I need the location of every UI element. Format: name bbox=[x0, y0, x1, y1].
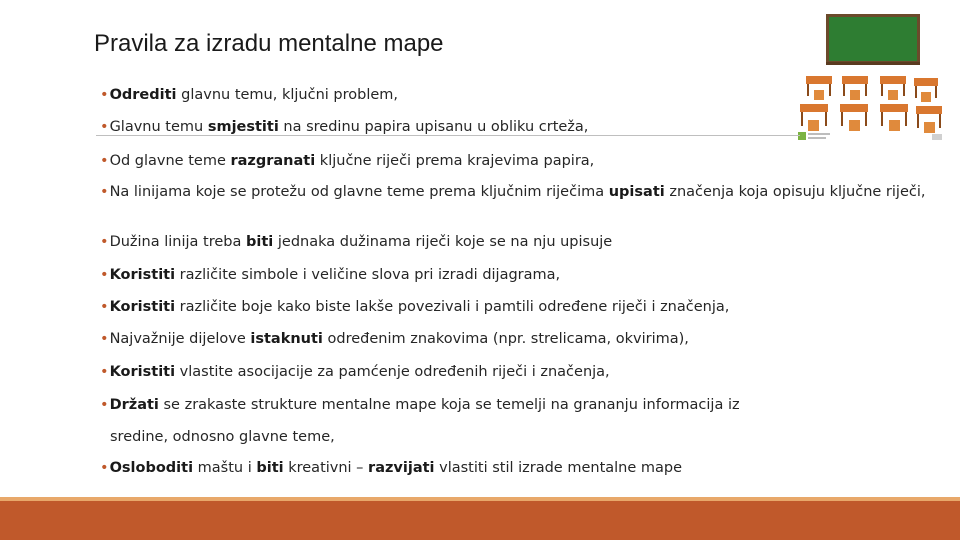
bullet-text: različite simbole i veličine slova pri izradi dijagrama, bbox=[175, 267, 561, 283]
bullet-text: na sredinu papira upisanu u obliku crteža, bbox=[278, 119, 589, 135]
bullet-dot-icon: • bbox=[100, 460, 109, 476]
bullet-keyword: Držati bbox=[109, 397, 159, 413]
bullet-text: vlastite asocijacije za pamćenje određenih riječi i značenja, bbox=[175, 364, 610, 380]
bullet-keyword: razvijati bbox=[368, 460, 435, 476]
bullet-item bbox=[100, 86, 398, 105]
bullet-text: određenim znakovima (npr. strelicama, okvirima), bbox=[322, 331, 689, 347]
bullet-item bbox=[100, 363, 610, 382]
bullet-keyword: Osloboditi bbox=[109, 460, 194, 476]
bullet-dot-icon: • bbox=[100, 299, 109, 315]
slide-title: Pravila za izradu mentalne mape bbox=[94, 30, 444, 57]
bullet-item bbox=[100, 396, 740, 415]
bullet-dot-icon: • bbox=[100, 267, 109, 283]
bullet-dot-icon: • bbox=[100, 119, 109, 135]
bullet-text: se zrakaste strukture mentalne mape koja se temelji na grananju informacija iz bbox=[158, 397, 740, 413]
classroom-illustration bbox=[792, 8, 946, 144]
bullet-continuation: sredine, odnosno glavne teme, bbox=[110, 429, 335, 445]
bullet-item bbox=[100, 330, 689, 349]
bullet-keyword: razgranati bbox=[230, 153, 316, 169]
bullet-text: različite boje kako biste lakše povezivali i pamtili određene riječi i značenja, bbox=[175, 299, 730, 315]
bullet-item bbox=[100, 118, 588, 137]
bullet-text: jednaka dužinama riječi koje se na nju upisuje bbox=[273, 234, 613, 250]
bullet-keyword: biti bbox=[246, 234, 274, 250]
bullet-item bbox=[100, 298, 729, 317]
bullet-keyword: Koristiti bbox=[109, 299, 176, 315]
bullet-item bbox=[100, 183, 938, 202]
bullet-item bbox=[100, 233, 612, 252]
bullet-text: ključne riječi prema krajevima papira, bbox=[315, 153, 595, 169]
bullet-dot-icon: • bbox=[100, 364, 109, 380]
bullet-keyword: istaknuti bbox=[250, 331, 323, 347]
bullet-text: maštu i bbox=[193, 460, 257, 476]
bullet-dot-icon: • bbox=[100, 331, 109, 347]
bullet-dot-icon: • bbox=[100, 397, 109, 413]
bullet-keyword: Koristiti bbox=[109, 267, 176, 283]
bullet-item bbox=[100, 266, 560, 285]
bullet-text: Glavnu temu bbox=[109, 119, 208, 135]
bullet-dot-icon: • bbox=[100, 153, 109, 169]
bullet-text: kreativni – bbox=[283, 460, 369, 476]
bullet-keyword: biti bbox=[256, 460, 284, 476]
bullet-keyword: upisati bbox=[608, 184, 665, 200]
bullet-text: glavnu temu, ključni problem, bbox=[176, 87, 399, 103]
bullet-dot-icon: • bbox=[100, 184, 109, 200]
bullet-text: vlastiti stil izrade mentalne mape bbox=[434, 460, 683, 476]
footer-bar bbox=[0, 501, 960, 540]
bullet-text: Najvažnije dijelove bbox=[109, 331, 251, 347]
bullet-dot-icon: • bbox=[100, 234, 109, 250]
bullet-keyword: Odrediti bbox=[109, 87, 177, 103]
bullet-text: Od glavne teme bbox=[109, 153, 231, 169]
bullet-dot-icon: • bbox=[100, 87, 109, 103]
bullet-text: Dužina linija treba bbox=[109, 234, 246, 250]
bullet-text: značenja koja opisuju ključne riječi, bbox=[664, 184, 926, 200]
bullet-text: Na linijama koje se protežu od glavne teme prema ključnim riječima bbox=[109, 184, 609, 200]
bullet-item bbox=[100, 152, 594, 171]
bullet-keyword: Koristiti bbox=[109, 364, 176, 380]
bullet-keyword: smjestiti bbox=[207, 119, 279, 135]
bullet-item bbox=[100, 459, 682, 478]
